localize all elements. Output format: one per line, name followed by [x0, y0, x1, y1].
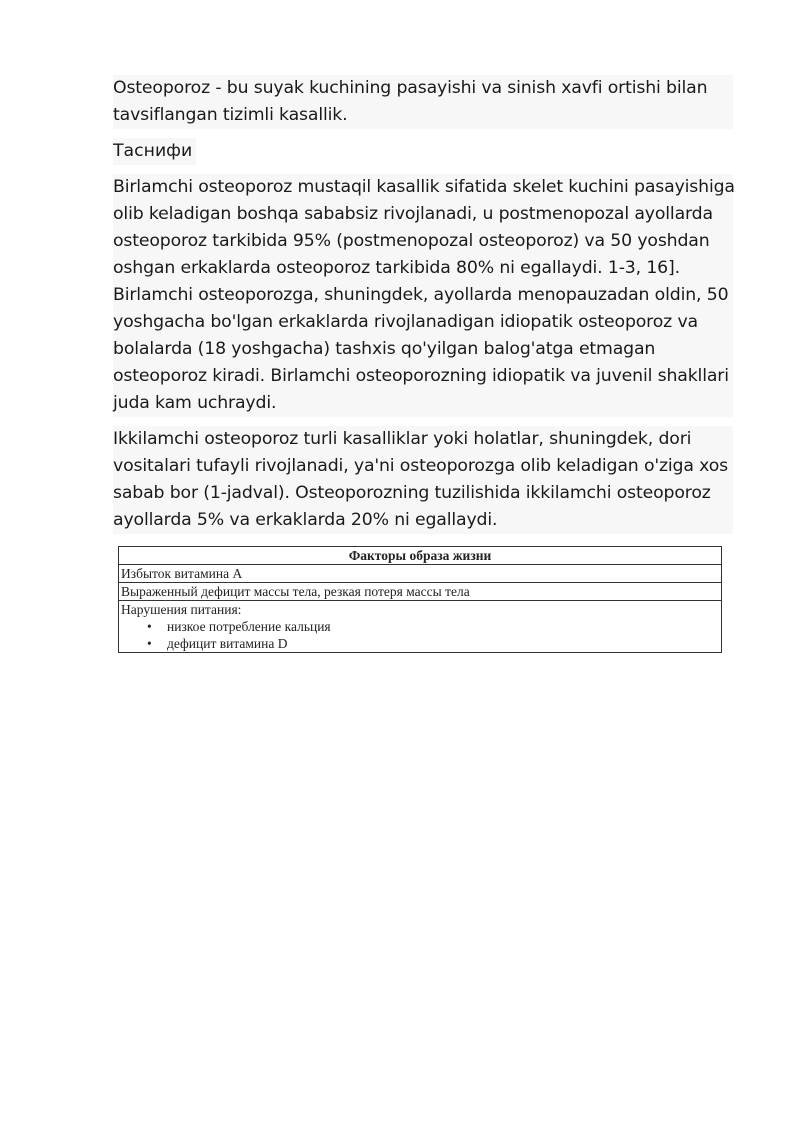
list-item	[147, 618, 719, 635]
table-row	[119, 601, 722, 653]
primary-line: oshgan erkaklarda osteoporoz tarkibida 80% ni egallaydi. 1-3, 16].	[113, 258, 680, 278]
intro-line: Osteoporoz - bu suyak kuchining pasayishi va sinish xavfi ortishi bilan	[113, 78, 708, 98]
primary-line: osteoporoz kiradi. Birlamchi osteoporozning idiopatik va juvenil shakllari	[113, 366, 729, 386]
primary-line: Birlamchi osteoporoz mustaqil kasallik sifatida skelet kuchini pasayishiga	[113, 177, 735, 197]
secondary-line: Ikkilamchi osteoporoz turli kasalliklar yoki holatlar, shuningdek, dori	[113, 429, 692, 449]
table-row	[119, 583, 722, 601]
bullet-icon: •	[147, 636, 152, 651]
list-item-text: дефицит витамина D	[167, 636, 288, 651]
table-cell: Выраженный дефицит массы тела, резкая потеря массы тела	[119, 583, 722, 601]
primary-line: osteoporoz tarkibida 95% (postmenopozal osteoporoz) va 50 yoshdan	[113, 231, 710, 251]
table-header: Факторы образа жизни	[119, 547, 722, 565]
section-heading: Таснифи	[113, 138, 196, 165]
list-item	[147, 635, 719, 652]
document-body	[113, 75, 733, 543]
primary-line: yoshgacha bo'lgan erkaklarda rivojlanadigan idiopatik osteoporoz va	[113, 312, 698, 332]
nutrition-label: Нарушения питания:	[121, 602, 242, 617]
table-cell: Избыток витамина А	[119, 565, 722, 583]
primary-line: bolalarda (18 yoshgacha) tashxis qo'yilgan balog'atga etmagan	[113, 339, 656, 359]
nutrition-list	[121, 618, 719, 652]
nutrition-cell	[119, 601, 722, 653]
secondary-osteoporosis-paragraph	[113, 426, 733, 534]
factors-table-image	[118, 546, 722, 656]
table-row	[119, 565, 722, 583]
intro-line: tavsiflangan tizimli kasallik.	[113, 105, 348, 125]
secondary-line: vositalari tufayli rivojlanadi, ya'ni osteoporozga olib keladigan o'ziga xos	[113, 456, 728, 476]
secondary-line: ayollarda 5% va erkaklarda 20% ni egallaydi.	[113, 510, 498, 530]
list-item-text: низкое потребление кальция	[167, 619, 331, 634]
bullet-icon: •	[147, 619, 152, 634]
primary-osteoporosis-paragraph	[113, 174, 733, 417]
secondary-line: sabab bor (1-jadval). Osteoporozning tuzilishida ikkilamchi osteoporoz	[113, 483, 711, 503]
primary-line: juda kam uchraydi.	[113, 393, 277, 413]
primary-line: Birlamchi osteoporozga, shuningdek, ayollarda menopauzadan oldin, 50	[113, 285, 729, 305]
intro-paragraph	[113, 75, 733, 129]
lifestyle-factors-table	[118, 546, 722, 653]
table-row	[119, 547, 722, 565]
primary-line: olib keladigan boshqa sababsiz rivojlanadi, u postmenopozal ayollarda	[113, 204, 713, 224]
